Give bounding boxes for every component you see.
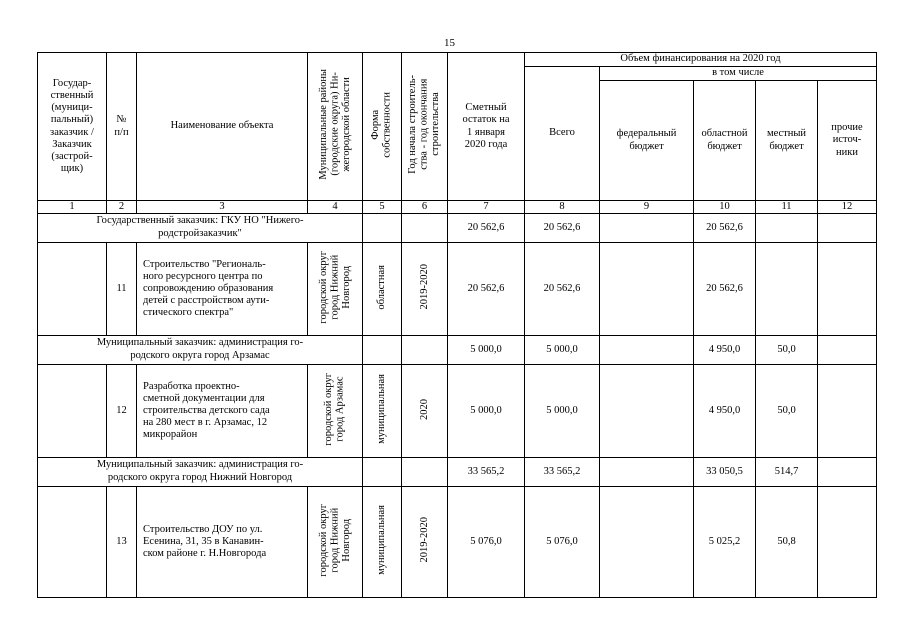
object-row bbox=[38, 243, 877, 336]
customer-row bbox=[38, 336, 877, 365]
estimate-cell: 20 562,6 bbox=[448, 243, 525, 336]
total-cell: 20 562,6 bbox=[525, 214, 600, 243]
header-row-top bbox=[38, 53, 877, 67]
total-cell: 20 562,6 bbox=[525, 243, 600, 336]
local-cell: 50,8 bbox=[756, 487, 818, 598]
customer-row bbox=[38, 458, 877, 487]
object-name: Строительство ДОУ по ул. Есенина, 31, 35 в Канавин- ском районе г. Н.Новгорода bbox=[137, 487, 308, 598]
federal-cell bbox=[600, 336, 694, 365]
column-number: 5 bbox=[363, 201, 402, 214]
object-ownership-text: областная bbox=[376, 264, 388, 310]
regional-cell: 33 050,5 bbox=[694, 458, 756, 487]
customer-name: Муниципальный заказчик: администрация го- родского округа город Арзамас bbox=[38, 336, 363, 365]
header-total: Всего bbox=[525, 67, 600, 201]
object-ownership bbox=[363, 243, 402, 336]
regional-cell: 4 950,0 bbox=[694, 336, 756, 365]
total-cell: 33 565,2 bbox=[525, 458, 600, 487]
header-districts bbox=[308, 53, 363, 201]
total-cell: 5 000,0 bbox=[525, 365, 600, 458]
other-cell bbox=[818, 214, 877, 243]
customer-cell-empty bbox=[38, 243, 107, 336]
header-index: № п/п bbox=[107, 53, 137, 201]
ownership-cell bbox=[363, 458, 402, 487]
estimate-cell: 20 562,6 bbox=[448, 214, 525, 243]
regional-cell: 20 562,6 bbox=[694, 243, 756, 336]
column-number: 4 bbox=[308, 201, 363, 214]
object-district bbox=[308, 365, 363, 458]
header-districts-text: Муниципальные районы (городские округа) Ни- жегородской области bbox=[317, 69, 352, 180]
header-estimate: Сметный остаток на 1 января 2020 года bbox=[448, 53, 525, 201]
other-cell bbox=[818, 458, 877, 487]
total-cell: 5 076,0 bbox=[525, 487, 600, 598]
regional-cell: 5 025,2 bbox=[694, 487, 756, 598]
column-number: 3 bbox=[137, 201, 308, 214]
column-number: 7 bbox=[448, 201, 525, 214]
local-cell: 50,0 bbox=[756, 365, 818, 458]
header-ownership-text: Форма собственности bbox=[370, 91, 393, 158]
other-cell bbox=[818, 365, 877, 458]
estimate-cell: 5 000,0 bbox=[448, 336, 525, 365]
object-row bbox=[38, 487, 877, 598]
column-number: 1 bbox=[38, 201, 107, 214]
object-years bbox=[402, 487, 448, 598]
object-index: 11 bbox=[107, 243, 137, 336]
column-number: 9 bbox=[600, 201, 694, 214]
object-district-text: городской округ город Арзамас bbox=[323, 372, 346, 446]
federal-cell bbox=[600, 243, 694, 336]
header-federal: федеральный бюджет bbox=[600, 81, 694, 201]
object-ownership bbox=[363, 487, 402, 598]
page-number: 15 bbox=[444, 37, 455, 49]
object-years-text: 2019-2020 bbox=[418, 264, 430, 310]
column-number-row bbox=[38, 201, 877, 214]
years-cell bbox=[402, 458, 448, 487]
header-regional: областной бюджет bbox=[694, 81, 756, 201]
customer-name: Государственный заказчик: ГКУ НО "Нижего- родстройзаказчик" bbox=[38, 214, 363, 243]
estimate-cell: 33 565,2 bbox=[448, 458, 525, 487]
object-district bbox=[308, 487, 363, 598]
object-district bbox=[308, 243, 363, 336]
header-funding-title: Объем финансирования на 2020 год bbox=[525, 53, 877, 67]
regional-cell: 4 950,0 bbox=[694, 365, 756, 458]
header-object-name: Наименование объекта bbox=[137, 53, 308, 201]
customer-row bbox=[38, 214, 877, 243]
ownership-cell bbox=[363, 336, 402, 365]
object-years-text: 2019-2020 bbox=[418, 517, 430, 563]
object-index: 13 bbox=[107, 487, 137, 598]
estimate-cell: 5 000,0 bbox=[448, 365, 525, 458]
column-number: 10 bbox=[694, 201, 756, 214]
object-row bbox=[38, 365, 877, 458]
object-ownership bbox=[363, 365, 402, 458]
object-years-text: 2020 bbox=[418, 398, 430, 420]
object-years bbox=[402, 243, 448, 336]
column-number: 12 bbox=[818, 201, 877, 214]
column-number: 11 bbox=[756, 201, 818, 214]
other-cell bbox=[818, 243, 877, 336]
object-district-text: городской округ город Нижний Новгород bbox=[317, 503, 352, 577]
header-including: в том числе bbox=[600, 67, 877, 81]
federal-cell bbox=[600, 214, 694, 243]
local-cell: 514,7 bbox=[756, 458, 818, 487]
header-local: местный бюджет bbox=[756, 81, 818, 201]
local-cell bbox=[756, 243, 818, 336]
regional-cell: 20 562,6 bbox=[694, 214, 756, 243]
column-number: 8 bbox=[525, 201, 600, 214]
object-name: Строительство "Региональ- ного ресурсного центра по сопровождению образования детей с расстройством аути- стического спектра" bbox=[137, 243, 308, 336]
header-customer: Государ- ственный (муници- пальный) заказчик / Заказчик (застрой- щик) bbox=[38, 53, 107, 201]
column-number: 2 bbox=[107, 201, 137, 214]
header-other: прочие источ- ники bbox=[818, 81, 877, 201]
customer-cell-empty bbox=[38, 487, 107, 598]
object-ownership-text: муниципальная bbox=[376, 505, 388, 575]
object-index: 12 bbox=[107, 365, 137, 458]
object-years bbox=[402, 365, 448, 458]
federal-cell bbox=[600, 487, 694, 598]
customer-cell-empty bbox=[38, 365, 107, 458]
total-cell: 5 000,0 bbox=[525, 336, 600, 365]
other-cell bbox=[818, 336, 877, 365]
header-years-text: Год начала строитель- ства - год окончания строительства bbox=[407, 75, 442, 174]
estimate-cell: 5 076,0 bbox=[448, 487, 525, 598]
federal-cell bbox=[600, 365, 694, 458]
local-cell: 50,0 bbox=[756, 336, 818, 365]
column-number: 6 bbox=[402, 201, 448, 214]
object-name: Разработка проектно- сметной документации для строительства детского сада на 280 мест в г. Арзамас, 12 микрорайон bbox=[137, 365, 308, 458]
financing-table bbox=[37, 52, 877, 598]
ownership-cell bbox=[363, 214, 402, 243]
header-years bbox=[402, 53, 448, 201]
object-district-text: городской округ город Нижний Новгород bbox=[317, 250, 352, 324]
other-cell bbox=[818, 487, 877, 598]
years-cell bbox=[402, 336, 448, 365]
federal-cell bbox=[600, 458, 694, 487]
years-cell bbox=[402, 214, 448, 243]
local-cell bbox=[756, 214, 818, 243]
header-ownership bbox=[363, 53, 402, 201]
object-ownership-text: муниципальная bbox=[376, 374, 388, 444]
customer-name: Муниципальный заказчик: администрация го- родского округа город Нижний Новгород bbox=[38, 458, 363, 487]
